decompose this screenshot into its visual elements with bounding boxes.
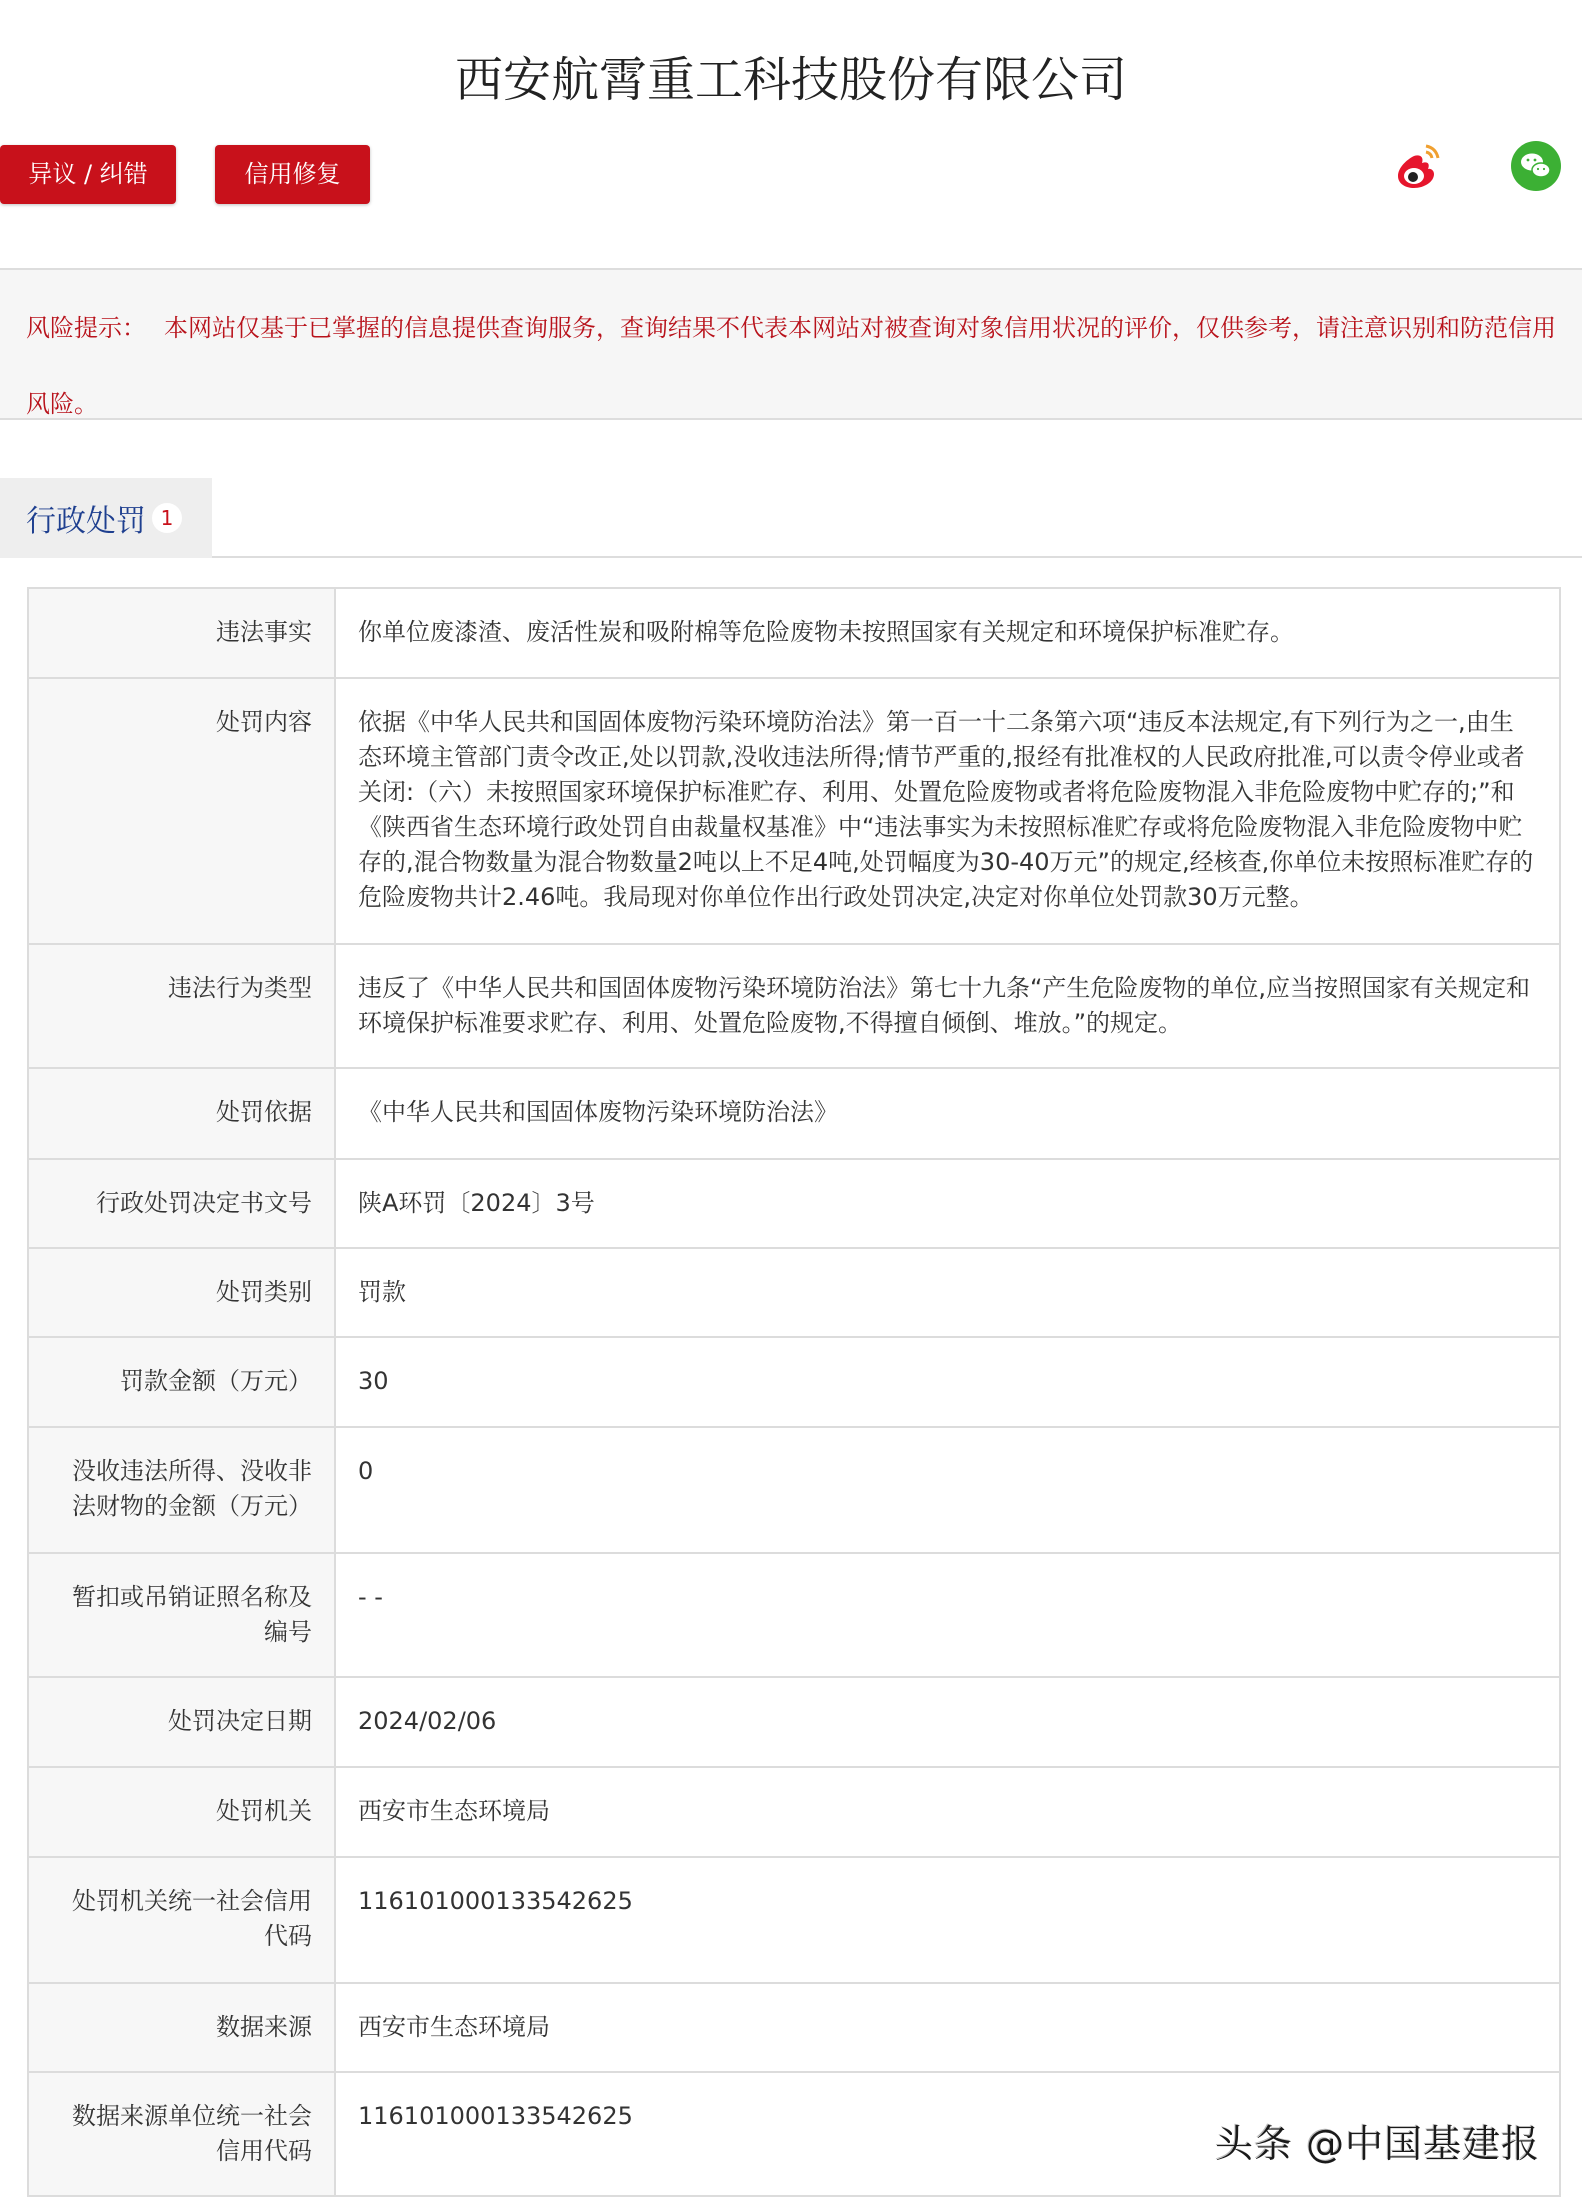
table-row — [28, 1857, 1560, 1983]
table-row — [28, 1337, 1560, 1427]
row-label: 数据来源 — [28, 1983, 335, 2072]
tab-label: 行政处罚 — [26, 504, 146, 539]
row-label: 数据来源单位统一社会信用代码 — [28, 2072, 335, 2196]
credit-repair-button[interactable]: 信用修复 — [215, 145, 370, 204]
risk-notice-text: 本网站仅基于已掌握的信息提供查询服务，查询结果不代表本网站对被查询对象信用状况的评价，仅供参考，请注意识别和防范信用风险。 — [26, 314, 1556, 418]
row-label: 处罚类别 — [28, 1248, 335, 1337]
row-value: 西安市生态环境局 — [335, 1983, 1560, 2072]
row-value: 依据《中华人民共和国固体废物污染环境防治法》第一百一十二条第六项“违反本法规定,有下列行为之一,由生态环境主管部门责令改正,处以罚款,没收违法所得;情节严重的,报经有批准权的人民政府批准,可以责令停业或者关闭:（六）未按照国家环境保护标准贮存、利用、处置危险废物或者将危险废物混入非危险废物中贮存的;”和《陕西省生态环境行政处罚自由裁量权基准》中“违法事实为未按照标准贮存或将危险废物混入非危险废物中贮存的,混合物数量为混合物数量2吨以上不足4吨,处罚幅度为30-40万元”的规定,经核查,你单位未按照标准贮存的危险废物共计2.46吨。我局现对你单位作出行政处罚决定,决定对你单位处罚款30万元整。 — [335, 678, 1560, 944]
row-value: 西安市生态环境局 — [335, 1767, 1560, 1857]
row-value: 116101000133542625 — [335, 1857, 1560, 1983]
row-value: 你单位废漆渣、废活性炭和吸附棉等危险废物未按照国家有关规定和环境保护标准贮存。 — [335, 588, 1560, 678]
tab-count-badge: 1 — [152, 503, 182, 533]
row-value: 2024/02/06 — [335, 1677, 1560, 1767]
row-label: 没收违法所得、没收非法财物的金额（万元） — [28, 1427, 335, 1553]
source-watermark: 头条 @中国基建报 — [1215, 2122, 1541, 2166]
objection-correction-button[interactable]: 异议 / 纠错 — [0, 145, 176, 204]
table-row — [28, 1427, 1560, 1553]
row-value: 罚款 — [335, 1248, 1560, 1337]
row-value: 陕A环罚〔2024〕3号 — [335, 1159, 1560, 1248]
table-row — [28, 1553, 1560, 1677]
row-value: 116101000133542625 — [335, 2072, 1560, 2196]
row-value: 违反了《中华人民共和国固体废物污染环境防治法》第七十九条“产生危险废物的单位,应当按照国家有关规定和环境保护标准要求贮存、利用、处置危险废物,不得擅自倾倒、堆放。”的规定。 — [335, 944, 1560, 1068]
tab-strip — [0, 478, 1582, 558]
table-row — [28, 1248, 1560, 1337]
row-value: 30 — [335, 1337, 1560, 1427]
row-label: 处罚依据 — [28, 1068, 335, 1159]
table-row — [28, 678, 1560, 944]
penalty-detail-table — [27, 587, 1561, 2197]
row-label: 处罚决定日期 — [28, 1677, 335, 1767]
risk-notice-lead: 风险提示： — [26, 314, 146, 342]
row-label: 违法行为类型 — [28, 944, 335, 1068]
row-label: 罚款金额（万元） — [28, 1337, 335, 1427]
row-label: 处罚内容 — [28, 678, 335, 944]
table-row — [28, 588, 1560, 678]
table-row — [28, 1983, 1560, 2072]
table-row — [28, 944, 1560, 1068]
row-label: 处罚机关 — [28, 1767, 335, 1857]
row-label: 违法事实 — [28, 588, 335, 678]
table-row — [28, 1068, 1560, 1159]
table-row — [28, 1677, 1560, 1767]
row-value: 《中华人民共和国固体废物污染环境防治法》 — [335, 1068, 1560, 1159]
row-value: - - — [335, 1553, 1560, 1677]
risk-notice-banner — [0, 268, 1582, 420]
weibo-icon[interactable] — [1392, 140, 1444, 192]
row-label: 行政处罚决定书文号 — [28, 1159, 335, 1248]
table-row — [28, 1767, 1560, 1857]
wechat-icon[interactable] — [1510, 140, 1562, 192]
row-label: 暂扣或吊销证照名称及编号 — [28, 1553, 335, 1677]
table-row — [28, 1159, 1560, 1248]
company-title: 西安航霄重工科技股份有限公司 — [454, 52, 1127, 108]
tab-administrative-penalty[interactable] — [0, 478, 212, 558]
row-label: 处罚机关统一社会信用代码 — [28, 1857, 335, 1983]
row-value: 0 — [335, 1427, 1560, 1553]
